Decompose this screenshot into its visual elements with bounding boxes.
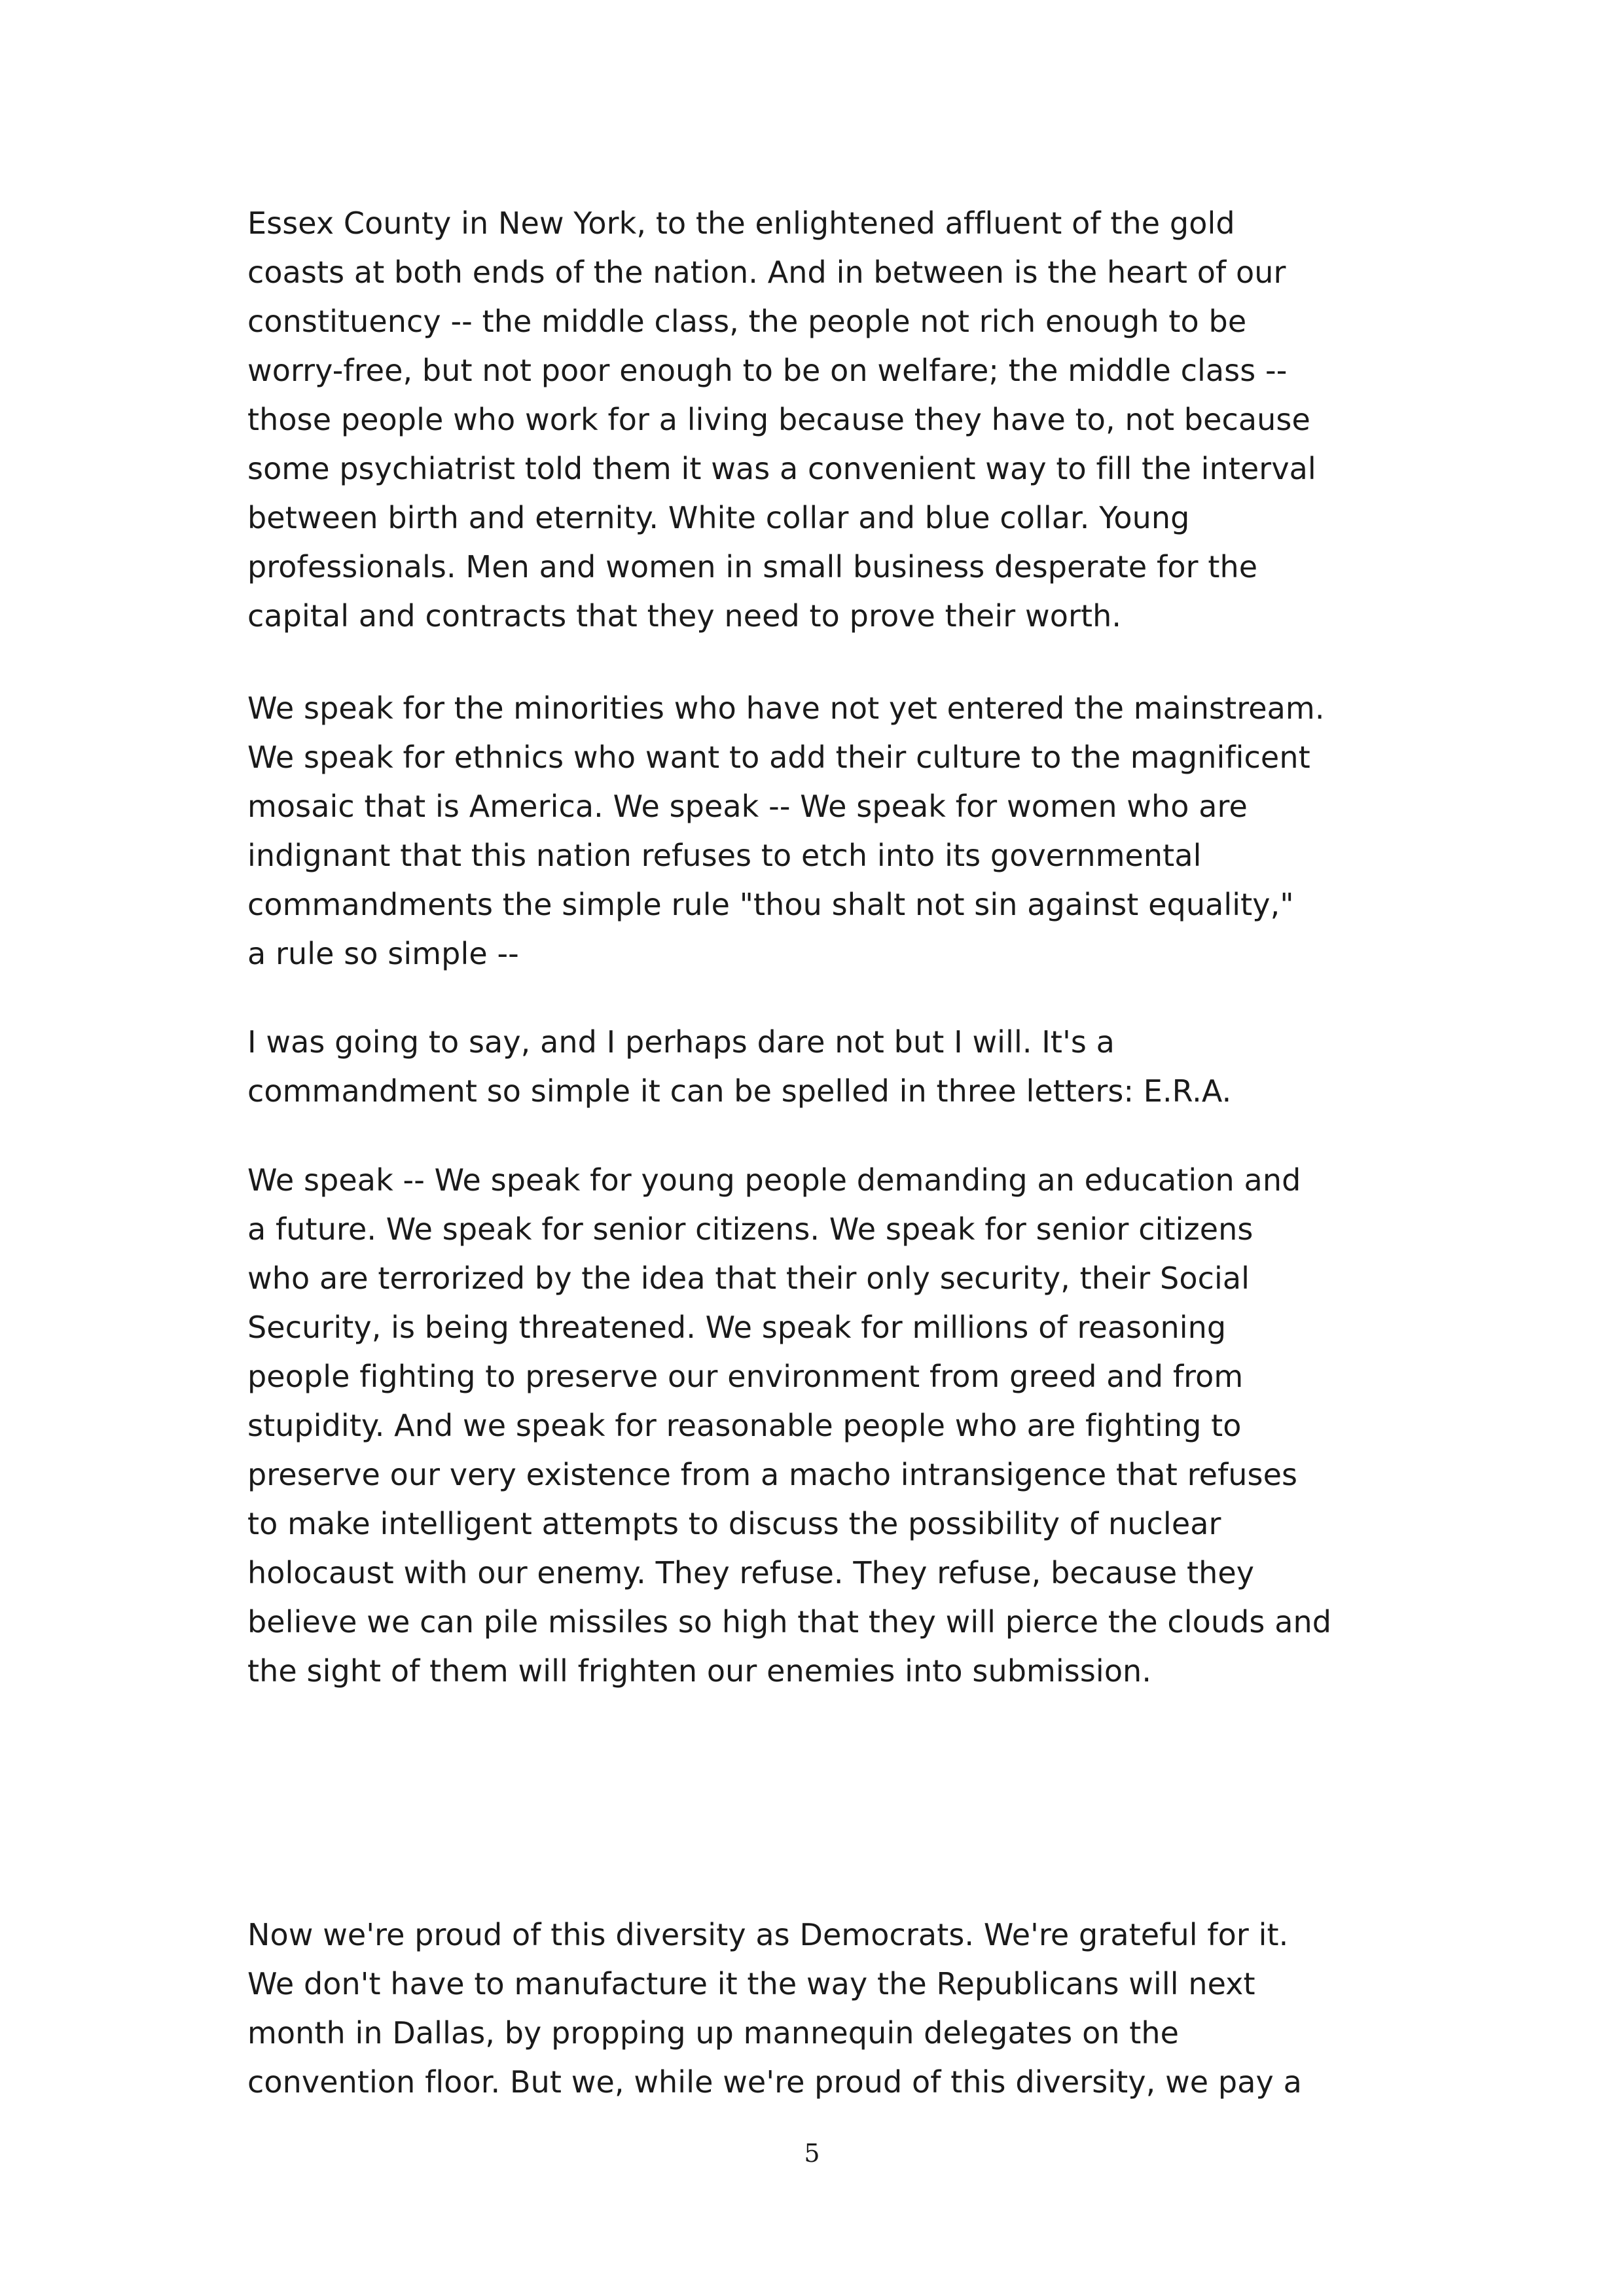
text-line: Essex County in New York, to the enlightened affluent of the gold <box>247 206 1235 241</box>
page-number: 5 <box>804 2139 820 2168</box>
text-line: those people who work for a living because they have to, not because <box>247 402 1310 437</box>
text-line: believe we can pile missiles so high that they will pierce the clouds and <box>247 1604 1332 1640</box>
paragraph-2 <box>247 684 1419 978</box>
text-line: the sight of them will frighten our enemies into submission. <box>247 1653 1152 1689</box>
text-line: preserve our very existence from a macho intransigence that refuses <box>247 1457 1298 1492</box>
text-line: We speak for the minorities who have not yet entered the mainstream. <box>247 691 1325 726</box>
paragraph-1 <box>247 199 1419 641</box>
text-line: commandments the simple rule "thou shalt not sin against equality," <box>247 887 1294 922</box>
text-line: We speak for ethnics who want to add their culture to the magnificent <box>247 740 1310 775</box>
text-line: to make intelligent attempts to discuss the possibility of nuclear <box>247 1506 1221 1541</box>
text-line: Now we're proud of this diversity as Democrats. We're grateful for it. <box>247 1917 1289 1952</box>
text-line: I was going to say, and I perhaps dare not but I will. It's a <box>247 1024 1115 1060</box>
text-line: month in Dallas, by propping up mannequin delegates on the <box>247 2015 1180 2051</box>
text-line: commandment so simple it can be spelled in three letters: E.R.A. <box>247 1073 1232 1109</box>
text-line: constituency -- the middle class, the people not rich enough to be <box>247 304 1247 339</box>
paragraph-5 <box>247 1910 1419 2107</box>
text-line: some psychiatrist told them it was a convenient way to fill the interval <box>247 451 1316 486</box>
text-line: convention floor. But we, while we're proud of this diversity, we pay a <box>247 2064 1302 2100</box>
text-line: coasts at both ends of the nation. And in between is the heart of our <box>247 255 1286 290</box>
text-line: We don't have to manufacture it the way the Republicans will next <box>247 1966 1255 2001</box>
paragraph-4 <box>247 1156 1419 1696</box>
text-line: capital and contracts that they need to prove their worth. <box>247 598 1122 634</box>
text-line: Security, is being threatened. We speak for millions of reasoning <box>247 1310 1227 1345</box>
text-line: who are terrorized by the idea that their only security, their Social <box>247 1261 1250 1296</box>
text-line: mosaic that is America. We speak -- We speak for women who are <box>247 789 1248 824</box>
text-line: holocaust with our enemy. They refuse. They refuse, because they <box>247 1555 1255 1590</box>
text-line: professionals. Men and women in small business desperate for the <box>247 549 1258 584</box>
text-line: people fighting to preserve our environment from greed and from <box>247 1359 1244 1394</box>
text-line: We speak -- We speak for young people demanding an education and <box>247 1162 1301 1198</box>
text-line: worry-free, but not poor enough to be on welfare; the middle class -- <box>247 353 1288 388</box>
text-line: indignant that this nation refuses to etch into its governmental <box>247 838 1202 873</box>
text-line: stupidity. And we speak for reasonable people who are fighting to <box>247 1408 1242 1443</box>
paragraph-3 <box>247 1018 1419 1116</box>
text-line: a future. We speak for senior citizens. We speak for senior citizens <box>247 1211 1254 1247</box>
text-line: a rule so simple -- <box>247 936 519 971</box>
text-line: between birth and eternity. White collar and blue collar. Young <box>247 500 1190 535</box>
